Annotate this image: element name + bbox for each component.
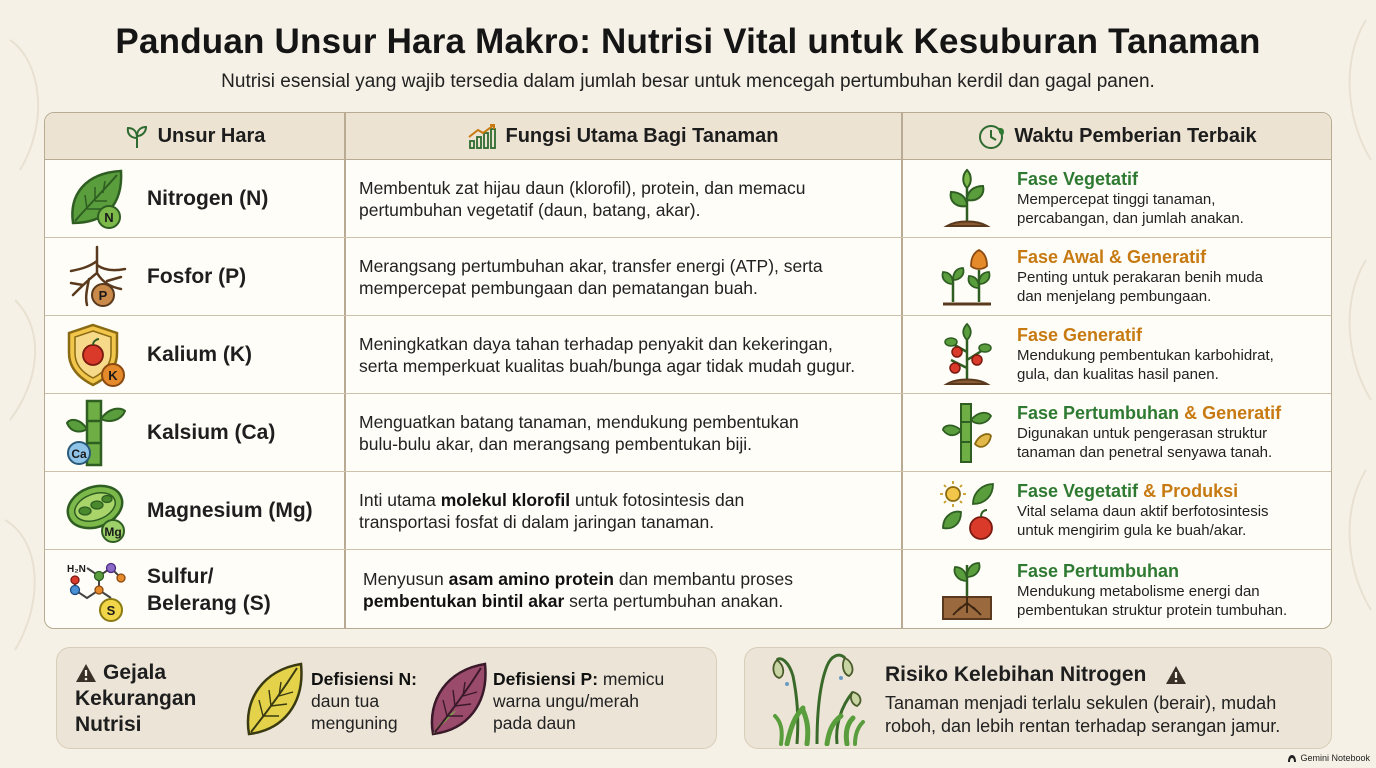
- sun-apple-icon: [939, 478, 995, 544]
- nutrient-name-line: Belerang (S): [147, 592, 271, 615]
- badge-mg: Mg: [104, 524, 122, 539]
- credit-text: Gemini Notebook: [1300, 753, 1370, 763]
- phase-title: Fase Vegetatif: [1017, 169, 1139, 189]
- phase-title: Fase Generatif: [1017, 325, 1143, 345]
- phase-description-line: Mendukung pembentukan karbohidrat,: [1017, 347, 1274, 364]
- deficiency-p-text: pada daun: [493, 713, 576, 733]
- growth-chart-icon: [467, 124, 497, 150]
- phase-title-part: & Produksi: [1143, 481, 1239, 501]
- phase-description-line: gula, dan kualitas hasil panen.: [1017, 366, 1219, 383]
- nutrient-function: [363, 550, 903, 629]
- function-line: [363, 568, 793, 590]
- deficiency-p-text: warna ungu/merah: [493, 691, 639, 711]
- timing-cell: [935, 160, 1332, 237]
- warning-icon: [1165, 665, 1187, 685]
- function-text: dan membantu proses: [618, 569, 793, 589]
- nutrient-name: Magnesium (Mg): [147, 499, 313, 522]
- nutrient-table: [44, 112, 1332, 629]
- function-line: pertumbuhan vegetatif (daun, batang, akar).: [359, 199, 701, 220]
- badge-p: P: [98, 287, 108, 303]
- phase-description-line: dan menjelang pembungaan.: [1017, 288, 1212, 305]
- function-line: bulu-bulu akar, dan merangsang pembentukan biji.: [359, 433, 753, 454]
- sprout-icon: [124, 124, 150, 150]
- nutrient-name: Kalsium (Ca): [147, 421, 276, 444]
- yellow-leaf-icon: [243, 660, 305, 740]
- function-emphasis: molekul klorofil: [440, 489, 571, 510]
- phase-description-line: Mendukung metabolisme energi dan: [1017, 582, 1260, 600]
- seedling-icon: [939, 166, 995, 232]
- function-line: Meningkatkan daya tahan terhadap penyakit dan kekeringan,: [359, 333, 833, 354]
- purple-leaf-icon: [427, 660, 489, 740]
- phase-description-line: pembentukan struktur protein tumbuhan.: [1017, 601, 1288, 619]
- function-text: Menyusun: [363, 569, 444, 589]
- function-line: mempercepat pembungaan dan pematangan buah.: [359, 277, 758, 298]
- function-line: [359, 489, 744, 511]
- phase-title-part: Generatif: [1202, 403, 1282, 423]
- bamboo-icon: [939, 400, 995, 466]
- phase-title: Fase Pertumbuhan: [1017, 560, 1180, 581]
- leaf-n-icon: [63, 165, 131, 233]
- sprout-flower-icon: [939, 244, 995, 310]
- phase-description-line: percabangan, dan jumlah anakan.: [1017, 210, 1244, 227]
- timing-cell: [935, 472, 1332, 549]
- clock-leaf-icon: [978, 123, 1006, 151]
- deficiency-title-line: Kekurangan: [75, 687, 197, 710]
- deficiency-title-line: Gejala: [103, 661, 167, 684]
- deficiency-p-text: memicu: [602, 669, 665, 689]
- phase-title-part: Fase Pertumbuhan: [1017, 403, 1180, 423]
- function-line: Membentuk zat hijau daun (klorofil), protein, dan memacu: [359, 177, 806, 198]
- column-header-nutrient: [45, 113, 344, 160]
- nutrient-name: [147, 563, 271, 617]
- wilted-plant-icon: [767, 636, 867, 746]
- deficiency-p-line: [493, 668, 664, 690]
- phase-description-line: tanaman dan penetral senyawa tanah.: [1017, 444, 1273, 461]
- badge-k: K: [108, 367, 118, 383]
- fruit-plant-icon: [939, 322, 995, 388]
- nutrient-function: [359, 316, 899, 393]
- table-row-kalium: [45, 316, 1331, 394]
- notebook-logo-icon: [1287, 754, 1297, 762]
- table-row-kalsium: [45, 394, 1331, 472]
- phase-title: [1017, 403, 1281, 424]
- function-line: serta memperkuat kualitas buah/bunga agar tidak mudah gugur.: [359, 355, 856, 376]
- column-header-timing: [902, 113, 1332, 160]
- timing-cell: [935, 238, 1332, 315]
- credit: [1287, 753, 1370, 763]
- risk-title: Risiko Kelebihan Nitrogen: [885, 663, 1147, 686]
- phase-title: [1017, 481, 1269, 502]
- deficiency-p-label: Defisiensi P:: [493, 669, 599, 689]
- nutrient-function: [359, 238, 899, 315]
- function-text: untuk fotosintesis dan: [574, 489, 745, 510]
- deficiency-n-text: menguning: [311, 713, 398, 733]
- badge-ca: Ca: [71, 446, 87, 461]
- phase-title-part: Fase Vegetatif: [1017, 481, 1139, 501]
- nutrient-function: [359, 160, 899, 237]
- nutrient-name-line: Sulfur/: [147, 565, 214, 588]
- root-p-icon: [63, 243, 131, 311]
- timing-cell: [935, 550, 1332, 629]
- phase-title-ampersand: &: [1184, 403, 1198, 423]
- table-header: [45, 113, 1331, 160]
- badge-n: N: [104, 209, 114, 225]
- molecule-s-icon: [63, 556, 131, 624]
- background-leaf-decoration-right-icon: [1336, 0, 1376, 768]
- function-emphasis: pembentukan bintil akar: [363, 591, 565, 611]
- function-text: serta pertumbuhan anakan.: [569, 591, 784, 611]
- timing-cell: [935, 394, 1332, 471]
- deficiency-n-label: Defisiensi N:: [311, 669, 417, 689]
- phase-title: Fase Awal & Generatif: [1017, 247, 1207, 267]
- nitrogen-risk-panel: [744, 647, 1332, 749]
- formula-label: H₂N: [67, 564, 86, 575]
- column-header-label: Waktu Pemberian Terbaik: [1014, 125, 1257, 147]
- column-header-label: Fungsi Utama Bagi Tanaman: [505, 125, 779, 147]
- column-header-function: [345, 113, 901, 160]
- function-line: [363, 590, 793, 612]
- nutrient-function: [359, 394, 899, 471]
- table-row-nitrogen: [45, 160, 1331, 238]
- function-line: Menguatkan batang tanaman, mendukung pembentukan: [359, 411, 799, 432]
- column-header-label: Unsur Hara: [157, 125, 266, 147]
- function-emphasis: asam amino protein: [448, 569, 614, 589]
- phase-description-line: Penting untuk perakaran benih muda: [1017, 269, 1264, 286]
- table-row-fosfor: [45, 238, 1331, 316]
- page-subtitle: Nutrisi esensial yang wajib tersedia dalam jumlah besar untuk mencegah pertumbuhan kerdil dan gagal panen.: [221, 71, 1155, 92]
- timing-cell: [935, 316, 1332, 393]
- phase-description-line: untuk mengirim gula ke buah/akar.: [1017, 522, 1247, 539]
- risk-text-line: Tanaman menjadi terlalu sekulen (berair), mudah: [885, 693, 1277, 713]
- page-title: Panduan Unsur Hara Makro: Nutrisi Vital untuk Kesuburan Tanaman: [115, 22, 1261, 61]
- risk-text-line: roboh, dan lebih rentan terhadap serangan jamur.: [885, 716, 1281, 736]
- table-row-magnesium: [45, 472, 1331, 550]
- deficiency-title-line: Nutrisi: [75, 713, 142, 736]
- phase-description-line: Vital selama daun aktif berfotosintesis: [1017, 503, 1269, 520]
- stem-ca-icon: [63, 399, 131, 467]
- nutrient-function: [359, 472, 899, 549]
- function-text: Inti utama: [359, 489, 436, 510]
- phase-description-line: Mempercepat tinggi tanaman,: [1017, 191, 1216, 208]
- plant-soil-icon: [939, 557, 995, 623]
- nutrient-name: Kalium (K): [147, 343, 252, 366]
- phase-description-line: Digunakan untuk pengerasan struktur: [1017, 425, 1268, 442]
- risk-title-line: [885, 662, 1146, 688]
- chloroplast-mg-icon: [63, 477, 131, 545]
- function-line: transportasi fosfat di dalam jaringan tanaman.: [359, 511, 715, 532]
- nutrient-name: Fosfor (P): [147, 265, 247, 288]
- table-row-sulfur: [45, 550, 1331, 629]
- deficiency-n-text: daun tua: [311, 691, 380, 711]
- function-line: Merangsang pertumbuhan akar, transfer energi (ATP), serta: [359, 255, 823, 276]
- badge-s: S: [106, 603, 116, 618]
- shield-k-icon: [63, 321, 131, 389]
- warning-icon: [75, 663, 97, 683]
- deficiency-panel: [56, 647, 717, 749]
- nutrient-name: Nitrogen (N): [147, 187, 269, 210]
